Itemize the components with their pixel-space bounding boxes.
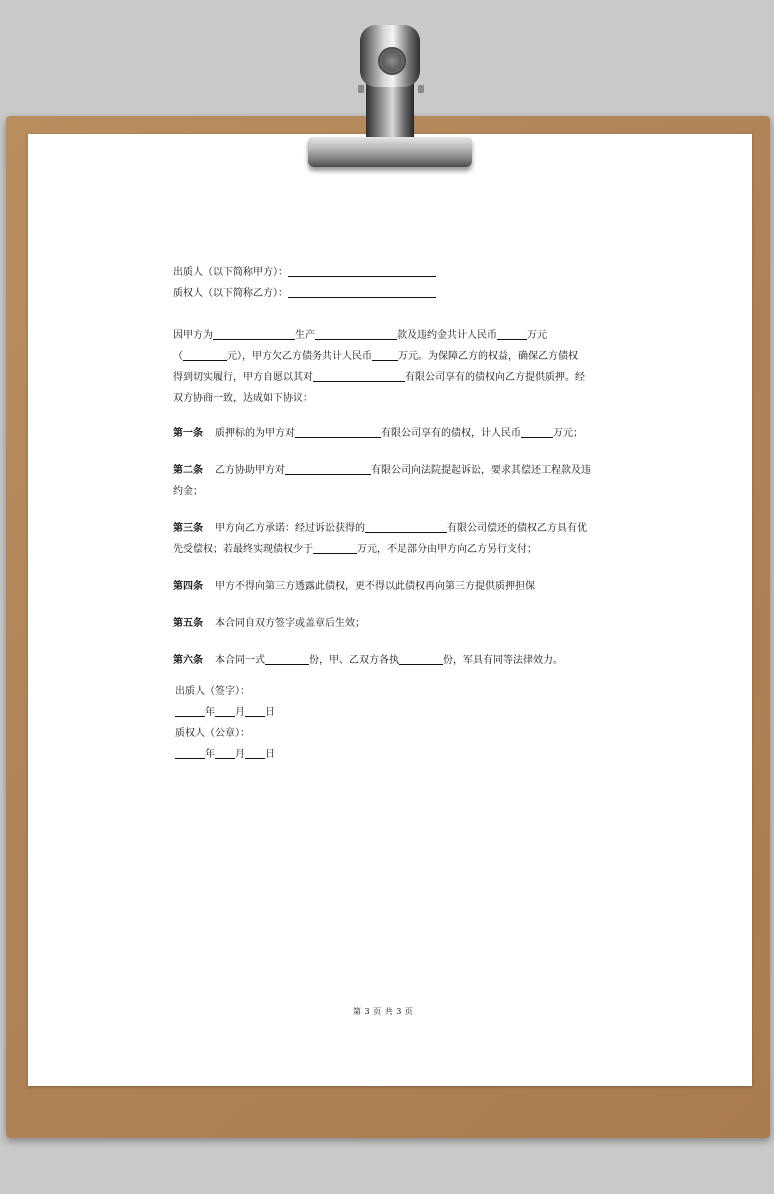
blank <box>313 368 405 382</box>
intro-line-2 <box>173 346 613 367</box>
article-text: 本合同一式 <box>215 655 265 666</box>
article-text: 份，军具有同等法律效力。 <box>443 655 563 666</box>
article-title: 第二条 <box>173 465 203 476</box>
pledgee-label: 质权人（以下简称乙方）： <box>173 288 288 299</box>
pledgor-signature: 出质人（签字）： <box>175 686 250 697</box>
intro-line-3 <box>173 367 613 388</box>
article-text: 有限公司偿还的债权乙方具有优 <box>447 523 587 534</box>
article-title: 第四条 <box>173 581 203 592</box>
blank <box>245 703 265 717</box>
article-text: 本合同自双方签字或盖章后生效； <box>215 618 365 629</box>
pledgee-blank <box>288 284 436 298</box>
blank <box>245 745 265 759</box>
clip-pin-left <box>358 85 364 93</box>
pledgor-label: 出质人（以下简称甲方）： <box>173 267 288 278</box>
date-label: 日 <box>265 707 275 718</box>
article-5 <box>173 613 613 634</box>
intro-text: 款及违约金共计人民币 <box>397 330 497 341</box>
clip-base <box>308 137 472 167</box>
clip-pin-right <box>418 85 424 93</box>
date-label: 日 <box>265 749 275 760</box>
blank <box>285 461 371 475</box>
intro-text: 因甲方为 <box>173 330 213 341</box>
intro-text: 万元。为保障乙方的权益，确保乙方债权 <box>398 351 578 362</box>
intro-text: 生产 <box>295 330 315 341</box>
date-label: 年 <box>205 707 215 718</box>
binder-clip <box>300 25 480 175</box>
pledgor-date <box>175 702 613 723</box>
article-text: 有限公司向法院提起诉讼，要求其偿还工程款及违 <box>371 465 591 476</box>
article-text: 甲方不得向第三方透露此债权，更不得以此债权再向第三方提供质押担保 <box>215 581 535 592</box>
blank <box>183 347 227 361</box>
intro-line-4 <box>173 388 613 409</box>
article-text: 万元； <box>553 428 583 439</box>
article-text: 质押标的为甲方对 <box>215 428 295 439</box>
article-1 <box>173 423 613 444</box>
pledgor-line <box>173 262 613 283</box>
article-text: 先受偿权；若最终实现债权少于 <box>173 544 313 555</box>
article-3 <box>173 518 613 539</box>
article-text: 约金； <box>173 486 203 497</box>
article-text: 有限公司享有的债权，计人民币 <box>381 428 521 439</box>
date-label: 月 <box>235 749 245 760</box>
pledgee-signature: 质权人（公章）： <box>175 728 250 739</box>
article-4 <box>173 576 613 597</box>
article-title: 第三条 <box>173 523 203 534</box>
date-label: 年 <box>205 749 215 760</box>
pledgee-date <box>175 744 613 765</box>
blank <box>497 326 527 340</box>
article-text: 甲方向乙方承诺：经过诉讼获得的 <box>215 523 365 534</box>
intro-text: 双方协商一致，达成如下协议： <box>173 393 313 404</box>
blank <box>215 703 235 717</box>
article-3-cont <box>173 539 613 560</box>
article-text: 万元，不足部分由甲方向乙方另行支付； <box>357 544 537 555</box>
blank <box>175 745 205 759</box>
clip-neck <box>366 81 414 141</box>
blank <box>399 651 443 665</box>
intro-text: （ <box>173 351 183 362</box>
article-title: 第一条 <box>173 428 203 439</box>
article-2 <box>173 460 613 481</box>
page-footer: 第 3 页 共 3 页 <box>353 1007 414 1016</box>
pledgor-blank <box>288 263 436 277</box>
blank <box>295 424 381 438</box>
article-6 <box>173 650 613 671</box>
blank <box>213 326 295 340</box>
blank <box>521 424 553 438</box>
article-2-cont <box>173 481 613 502</box>
article-text: 份，甲、乙双方各执 <box>309 655 399 666</box>
intro-line-1 <box>173 325 613 346</box>
blank <box>265 651 309 665</box>
article-title: 第六条 <box>173 655 203 666</box>
intro-text: 有限公司享有的债权向乙方提供质押。经 <box>405 372 585 383</box>
intro-text: 万元 <box>527 330 547 341</box>
blank <box>315 326 397 340</box>
pledgee-line <box>173 283 613 304</box>
article-title: 第五条 <box>173 618 203 629</box>
intro-text: 得到切实履行，甲方自愿以其对 <box>173 372 313 383</box>
clip-hole <box>378 47 406 75</box>
date-label: 月 <box>235 707 245 718</box>
contract-body <box>173 262 613 765</box>
intro-text: 元），甲方欠乙方债务共计人民币 <box>227 351 372 362</box>
blank <box>372 347 398 361</box>
signature-block <box>173 681 613 765</box>
blank <box>215 745 235 759</box>
article-text: 乙方协助甲方对 <box>215 465 285 476</box>
blank <box>313 540 357 554</box>
blank <box>175 703 205 717</box>
blank <box>365 519 447 533</box>
